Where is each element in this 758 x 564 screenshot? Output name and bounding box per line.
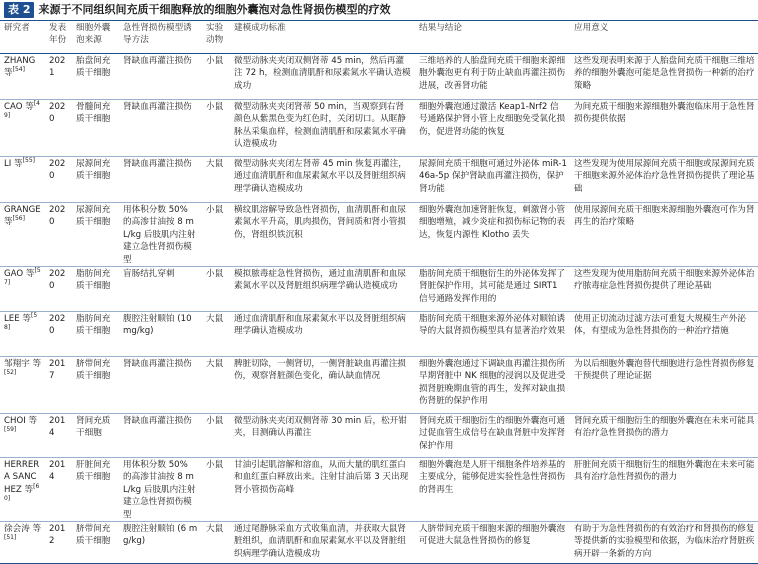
cell-source: 脐带间充质干细胞 <box>72 357 119 414</box>
table-row <box>0 157 758 203</box>
header-row <box>0 21 758 54</box>
cell-criteria: 微型动脉夹夹闭肾蒂 50 min，当观察到右肾颜色从紫黑色变为红色时，关闭切口。从眶静脉丛采集血样，检测血清肌酐和尿素氮水平确认造模成功 <box>230 100 415 157</box>
cell-criteria: 微型动脉夹夹闭左肾蒂 45 min 恢复再灌注，通过血清肌酐和血尿素氮水平以及肾脏组织病理学确认造模成功 <box>230 157 415 203</box>
cell-source: 尿源间充质干细胞 <box>72 157 119 203</box>
cell-criteria: 模拟脓毒症急性肾损伤，通过血清肌酐和血尿素氮水平以及肾脏组织病理学确认造模成功 <box>230 267 415 312</box>
reference-mark: [51] <box>4 534 17 542</box>
cell-author <box>0 458 45 522</box>
cell-significance: 为间充质干细胞来源细胞外囊泡临床用于急性肾损伤提供依据 <box>570 100 758 157</box>
cell-results: 脂肪间充质干细胞来源外泌体对顺铂诱导的大鼠肾损伤模型具有显著治疗效果 <box>415 312 570 357</box>
cell-results: 细胞外囊泡是人肝干细胞条件培养基的主要成分，能够促进实验性急性肾损伤的肾再生 <box>415 458 570 522</box>
cell-animal: 小鼠 <box>202 458 230 522</box>
cell-author <box>0 522 45 564</box>
table-row <box>0 203 758 267</box>
reference-mark: [58] <box>4 312 38 332</box>
cell-year: 2020 <box>45 312 72 357</box>
cell-author <box>0 267 45 312</box>
cell-author <box>0 203 45 267</box>
author-name: 徐会涛 等 <box>4 524 42 535</box>
cell-method: 肾缺血再灌注损伤 <box>119 54 202 100</box>
cell-author <box>0 157 45 203</box>
cell-animal: 小鼠 <box>202 203 230 267</box>
cell-significance: 使用正切流动过滤方法可重复大规模生产外泌体，有望成为急性肾损伤的一种治疗措施 <box>570 312 758 357</box>
cell-year: 2012 <box>45 522 72 564</box>
author-name: LEE 等 <box>4 314 31 325</box>
cell-results: 人脐带间充质干细胞来源的细胞外囊泡可促进大鼠急性肾损伤的修复 <box>415 522 570 564</box>
cell-significance: 这些发现为使用脂肪间充质干细胞来源外泌体治疗脓毒症急性肾损伤提供了理论基础 <box>570 267 758 312</box>
header-year: 发表年份 <box>45 21 72 54</box>
cell-significance: 为以后细胞外囊泡替代细胞进行急性肾损伤修复干预提供了理论证据 <box>570 357 758 414</box>
cell-results: 细胞外囊泡加速肾脏恢复，刺激肾小管细胞增殖，减少炎症和损伤标记物的表达，恢复内源性 Klotho 丢失 <box>415 203 570 267</box>
cell-results: 肾间充质干细胞衍生的细胞外囊泡可通过促血管生成信号在缺血肾脏中发挥肾保护作用 <box>415 414 570 458</box>
cell-method: 肾缺血再灌注损伤 <box>119 157 202 203</box>
header-animal: 实验动物 <box>202 21 230 54</box>
author-name: LI 等 <box>4 159 23 169</box>
cell-method: 肾缺血再灌注损伤 <box>119 357 202 414</box>
reference-mark: [55] <box>22 157 35 165</box>
cell-criteria: 微型动脉夹夹闭双侧肾蒂 45 min，然后再灌注 72 h，检测血清肌酐和尿素氮水平确认造模成功 <box>230 54 415 100</box>
reference-mark: [52] <box>4 369 17 377</box>
cell-animal: 大鼠 <box>202 522 230 564</box>
header-method: 急性肾损伤模型诱导方法 <box>119 21 202 54</box>
reference-mark: [56] <box>12 215 25 223</box>
header-criteria: 建模成功标准 <box>230 21 415 54</box>
efficacy-table <box>0 20 758 564</box>
cell-year: 2017 <box>45 357 72 414</box>
cell-animal: 小鼠 <box>202 100 230 157</box>
cell-author <box>0 100 45 157</box>
cell-author <box>0 54 45 100</box>
author-name: GRANGE 等 <box>4 205 41 228</box>
cell-year: 2020 <box>45 203 72 267</box>
cell-year: 2014 <box>45 458 72 522</box>
reference-mark: [57] <box>4 267 41 287</box>
cell-animal: 小鼠 <box>202 267 230 312</box>
cell-results: 脂肪间充质干细胞衍生的外泌体发挥了肾脏保护作用，其可能是通过 SIRT1 信号通路发挥作用的 <box>415 267 570 312</box>
author-name: 邹翔宇 等 <box>4 359 42 370</box>
header-author: 研究者 <box>0 21 45 54</box>
cell-animal: 小鼠 <box>202 414 230 458</box>
cell-source: 脂肪间充质干细胞 <box>72 312 119 357</box>
cell-significance: 有助于为急性肾损伤的有效治疗和肾损伤的修复等提供新的实验模型和依据，为临床治疗肾脏疾病开辟一条新的方向 <box>570 522 758 564</box>
reference-mark: [59] <box>4 426 17 434</box>
cell-significance: 肝脏间充质干细胞衍生的细胞外囊泡在未来可能具有治疗急性肾损伤的潜力 <box>570 458 758 522</box>
author-name: GAO 等 <box>4 269 35 280</box>
reference-mark: [49] <box>4 100 40 120</box>
cell-method: 肾缺血再灌注损伤 <box>119 414 202 458</box>
header-significance: 应用意义 <box>570 21 758 54</box>
cell-method: 肾缺血再灌注损伤 <box>119 100 202 157</box>
cell-source: 脂肪间充质干细胞 <box>72 267 119 312</box>
table-caption <box>4 2 390 18</box>
cell-source: 肾间充质干细胞 <box>72 414 119 458</box>
header-source: 细胞外囊泡来源 <box>72 21 119 54</box>
table-row <box>0 267 758 312</box>
cell-criteria: 通过尾静脉采血方式收集血清，并获取大鼠肾脏组织，血清肌酐和血尿素氮水平以及肾脏组织病理学确认造模成功 <box>230 522 415 564</box>
cell-year: 2020 <box>45 100 72 157</box>
cell-animal: 大鼠 <box>202 357 230 414</box>
cell-source: 尿源间充质干细胞 <box>72 203 119 267</box>
cell-significance: 这些发现为使用尿源间充质干细胞或尿源间充质干细胞来源外泌体治疗急性肾损伤提供了理论基础 <box>570 157 758 203</box>
table-row <box>0 312 758 357</box>
reference-mark: [54] <box>12 66 25 74</box>
author-name: HERRERA SANCHEZ 等 <box>4 460 40 495</box>
cell-author <box>0 312 45 357</box>
table-row <box>0 357 758 414</box>
author-name: CAO 等 <box>4 102 34 112</box>
cell-source: 肝脏间充质干细胞 <box>72 458 119 522</box>
cell-criteria: 脾脏切除，一侧肾切，一侧肾脏缺血再灌注损伤，观察肾脏颜色变化，确认缺血情况 <box>230 357 415 414</box>
cell-criteria: 横纹肌溶解导致急性肾损伤，血清肌酐和血尿素氮水平升高，肌肉损伤，肾间质和肾小管损伤，肾组织铁沉积 <box>230 203 415 267</box>
cell-animal: 小鼠 <box>202 54 230 100</box>
cell-year: 2020 <box>45 267 72 312</box>
table-row <box>0 522 758 564</box>
cell-year: 2020 <box>45 157 72 203</box>
cell-results: 细胞外囊泡通过下调缺血再灌注损伤所早期肾脏中 NK 细胞的浸润以及促进受损肾脏晚期血管的再生，发挥对缺血损伤肾脏的保护作用 <box>415 357 570 414</box>
reference-mark: [60] <box>4 482 40 503</box>
cell-animal: 大鼠 <box>202 157 230 203</box>
author-name: CHOI 等 <box>4 416 38 427</box>
author-name: ZHANG 等 <box>4 56 36 79</box>
cell-author <box>0 357 45 414</box>
table-number-tag: 表 2 <box>4 2 34 18</box>
cell-source: 胎盘间充质干细胞 <box>72 54 119 100</box>
cell-source: 骨髓间充质干细胞 <box>72 100 119 157</box>
cell-criteria: 通过血清肌酐和血尿素氮水平以及肾脏组织病理学确认造模成功 <box>230 312 415 357</box>
cell-year: 2021 <box>45 54 72 100</box>
cell-method: 腹腔注射顺铂 (10 mg/kg) <box>119 312 202 357</box>
cell-source: 脐带间充质干细胞 <box>72 522 119 564</box>
cell-results: 细胞外囊泡通过激活 Keap1-Nrf2 信号通路保护肾小管上皮细胞免受氧化损伤，促进肾功能的恢复 <box>415 100 570 157</box>
table-row <box>0 414 758 458</box>
table-row <box>0 458 758 522</box>
header-results: 结果与结论 <box>415 21 570 54</box>
cell-criteria: 甘油引起肌溶解和溶血，从而大量的肌红蛋白和血红蛋白释放出来。注射甘油后第 3 天出现肾小管损伤高峰 <box>230 458 415 522</box>
cell-year: 2014 <box>45 414 72 458</box>
cell-method: 用体积分数 50% 的高渗甘油按 8 mL/kg 后肢肌内注射建立急性肾损伤模型 <box>119 203 202 267</box>
table-row <box>0 54 758 100</box>
cell-significance: 使用尿源间充质干细胞来源细胞外囊泡可作为肾再生的治疗策略 <box>570 203 758 267</box>
cell-method: 腹腔注射顺铂 (6 mg/kg) <box>119 522 202 564</box>
cell-animal: 大鼠 <box>202 312 230 357</box>
cell-author <box>0 414 45 458</box>
table-row <box>0 100 758 157</box>
cell-criteria: 微型动脉夹夹闭双侧肾蒂 30 min 后，松开钳夹，目测确认再灌注 <box>230 414 415 458</box>
cell-method: 盲肠结扎穿刺 <box>119 267 202 312</box>
cell-method: 用体积分数 50% 的高渗甘油按 8 mL/kg 后肢肌内注射建立急性肾损伤模型 <box>119 458 202 522</box>
cell-results: 三维培养的人胎盘间充质干细胞来源细胞外囊泡更有利于防止缺血再灌注损伤进展，改善肾功能 <box>415 54 570 100</box>
cell-significance: 这些发现表明来源于人胎盘间充质干细胞三维培养的细胞外囊泡可能是急性肾损伤一种新的治疗策略 <box>570 54 758 100</box>
cell-results: 尿源间充质干细胞可通过外泌体 miR-146a-5p 保护肾缺血再灌注损伤，保护肾功能 <box>415 157 570 203</box>
table-title: 来源于不同组织间充质干细胞释放的细胞外囊泡对急性肾损伤模型的疗效 <box>38 3 391 16</box>
cell-significance: 肾间充质干细胞衍生的细胞外囊泡在未来可能具有治疗急性肾损伤的潜力 <box>570 414 758 458</box>
